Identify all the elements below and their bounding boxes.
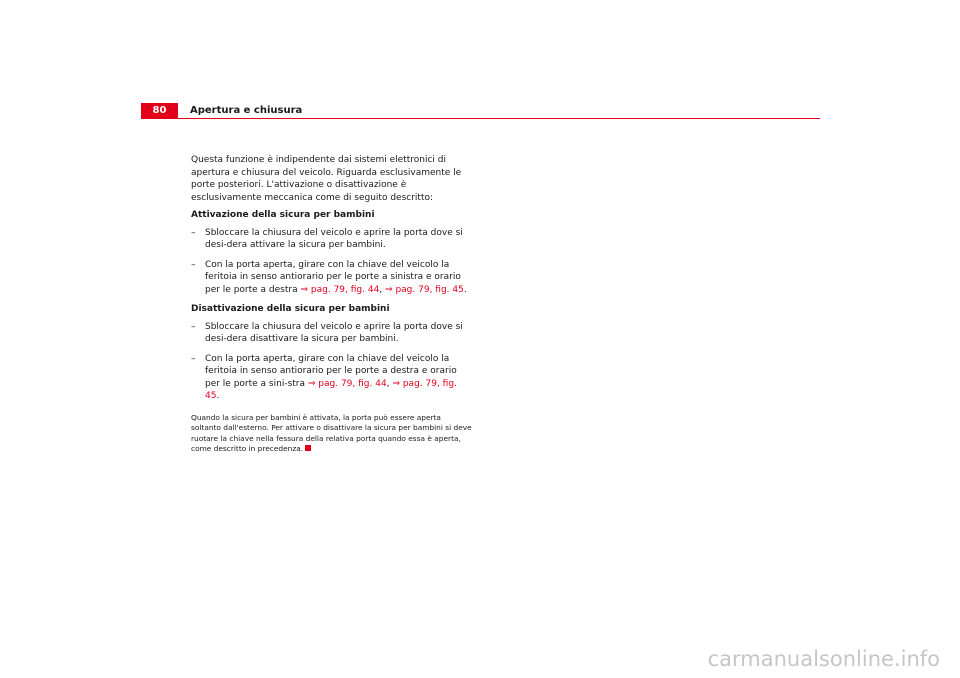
activation-step-2 [191, 259, 473, 297]
sentence-end: . [463, 284, 467, 295]
page-header [141, 103, 820, 119]
step-text: Sbloccare la chiusura del veicolo e aprire la porta dove si desi-dera attivare la sicura per bambini. [205, 227, 463, 250]
note-text: Quando la sicura per bambini è attivata, la porta può essere aperta soltanto dall'esterno. Per attivare o disattivare la sicura per bambini si deve ruotare la chiave nella fessura della relativa porta quando essa è aperta, come descritto in precedenza. [191, 412, 472, 453]
xref-link-fig-45[interactable]: ⇒ pag. 79, fig. 45 [205, 378, 457, 401]
list-dash: – [191, 227, 196, 238]
activation-heading: Attivazione della sicura per bambini [191, 210, 375, 220]
xref-link-fig-45[interactable]: ⇒ pag. 79, fig. 45 [385, 284, 464, 295]
step-text: Con la porta aperta, girare con la chiave del veicolo la feritoia in senso antiorario per le porte a sinistra e orario per le porte a destra [205, 259, 461, 295]
step-text: Con la porta aperta, girare con la chiave del veicolo la feritoia in senso antiorario per le porte a destra e orario per le porte a sini-stra [205, 353, 457, 389]
section-title: Apertura e chiusura [190, 105, 303, 116]
xref-separator: , [379, 284, 383, 295]
xref-separator: , [386, 378, 390, 389]
page-number: 80 [141, 103, 178, 118]
intro-paragraph: Questa funzione è indipendente dai sistemi elettronici di apertura e chiusura del veicolo. Riguarda esclusivamente le porte posteriori. L'attivazione o disattivazione è esclusivamente meccanica come di seguito descritto: [191, 155, 462, 203]
activation-step-1 [191, 227, 473, 252]
deactivation-step-1 [191, 321, 473, 346]
xref-link-fig-44[interactable]: ⇒ pag. 79, fig. 44 [307, 378, 387, 389]
sentence-end: . [216, 391, 220, 401]
deactivation-heading: Disattivazione della sicura per bambini [191, 304, 390, 314]
page-content [191, 154, 473, 462]
list-dash: – [191, 259, 196, 270]
deactivation-step-2 [191, 353, 473, 403]
xref-link-fig-44[interactable]: ⇒ pag. 79, fig. 44 [300, 284, 380, 295]
list-dash: – [191, 353, 196, 364]
watermark: carmanualsonline.info [707, 647, 940, 671]
end-of-section-marker-icon [305, 445, 311, 451]
header-divider [141, 118, 820, 119]
note-paragraph [191, 413, 473, 455]
list-dash: – [191, 321, 196, 332]
step-text: Sbloccare la chiusura del veicolo e aprire la porta dove si desi-dera disattivare la sicura per bambini. [205, 321, 463, 344]
